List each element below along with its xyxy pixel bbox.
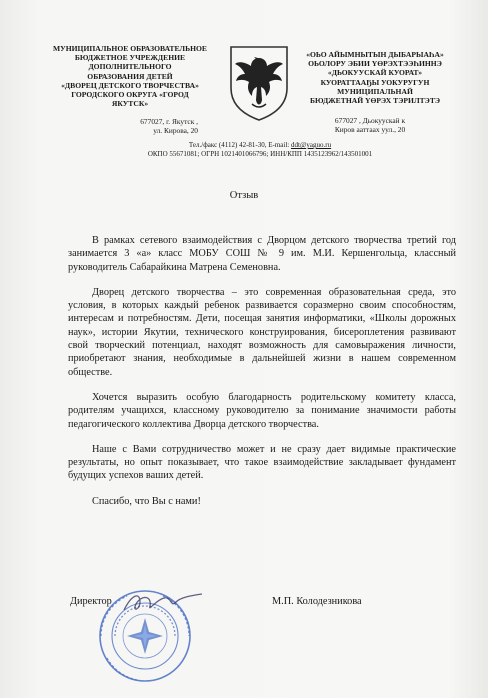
- header-right-line: «ДЬОКУУСКАЙ КУОРАТ»: [327, 68, 423, 78]
- header-left-line: МУНИЦИПАЛЬНОЕ ОБРАЗОВАТЕЛЬНОЕ: [52, 44, 207, 53]
- email-link[interactable]: ddt@yaguo.ru: [291, 141, 332, 149]
- header-left-line: ГОРОДСКОГО ОКРУГА «ГОРОД: [71, 90, 189, 100]
- header-right-line: МУНИЦИПАЛЬНАЙ: [337, 86, 413, 96]
- header-left-address: [88, 117, 198, 136]
- paragraph: Дворец детского творчества – это современная образовательная среда, это условия, в которых каждый ребенок развивается соразмерно своим способностям, интересам и потребностям. Дети, посещая занятия информатики, «Школы дорожных наук», истории Якутии, технического конструирования, бисероплетения развивают свой творческий потенциал, находят возможность для самовыражения личности, приобретают знания, необходимые в дальнейшей жизни в нашем современном обществе.: [68, 286, 456, 378]
- signature-name: М.П. Колодезникова: [272, 596, 362, 607]
- paragraph: Спасибо, что Вы с нами!: [92, 495, 201, 507]
- header-left-line: ДОПОЛНИТЕЛЬНОГО: [88, 62, 172, 72]
- handwritten-signature-icon: [118, 588, 208, 618]
- paragraph: В рамках сетевого взаимодействия с Дворцом детского творчества третий год занимается 3 «а» класс МОБУ СОШ № 9 им. М.И. Кершенгольца, классный руководитель Сабарайкина Матрена Семеновна.: [68, 235, 456, 273]
- document-title: Отзыв: [229, 190, 259, 201]
- address-line: 677027, г. Якутск ,: [140, 117, 198, 126]
- header-left-line: «ДВОРЕЦ ДЕТСКОГО ТВОРЧЕСТВА»: [61, 80, 199, 90]
- header-right-line: «ОЬО АЙЫМНЫТЫН ДЫБАРЫАҺА»: [306, 50, 444, 59]
- header-right-address: [305, 116, 435, 135]
- header-right-line: БЮДЖЕТНАЙ ҮӨРЭХ ТЭРИЛТЭТЭ: [309, 96, 441, 106]
- address-line: ул. Кирова, 20: [153, 126, 198, 136]
- contacts-block: [130, 141, 390, 159]
- address-line: 677027 , Дьокуускай к: [334, 116, 406, 125]
- paragraph: Наше с Вами сотрудничество может и не сразу дает видимые практические результаты, но опыт показывает, что такое взаимодействие закладывает фундамент будущих успехов ваших детей.: [68, 443, 456, 482]
- header-left-org-name: [40, 44, 220, 108]
- city-emblem-icon: [228, 44, 290, 122]
- header-left-line: ЯКУТСК»: [111, 99, 149, 109]
- signature-role: Директор: [70, 596, 112, 607]
- address-line: Киров ааттаах уул., 20: [334, 125, 406, 135]
- header-left-line: ОБРАЗОВАНИЯ ДЕТЕЙ: [87, 71, 173, 81]
- contacts-registration: ОКПО 55671081; ОГРН 1021401066796; ИНН/КПП 1435123962/143501001: [147, 150, 373, 158]
- header-right-org-name: [290, 50, 460, 105]
- document-body: [68, 234, 456, 520]
- header-right-line: КУОРАТТААҔЫ УОКУРУГУН: [320, 77, 430, 87]
- contacts-phone: Тел./факс (4112) 42-81-30, E-mail:: [188, 141, 291, 149]
- header-right-line: ОЬОЛОРУ ЭБИИ ҮӨРЭХТЭЭҺИННЭ: [308, 59, 442, 69]
- contacts-line: [130, 141, 390, 150]
- paragraph: Хочется выразить особую благодарность родительскому комитету класса, родителям учащихся, классному руководителю за понимание значимости работы педагогического коллектива Дворца детского творчества.: [68, 391, 456, 430]
- header-left-line: БЮДЖЕТНОЕ УЧРЕЖДЕНИЕ: [74, 53, 186, 63]
